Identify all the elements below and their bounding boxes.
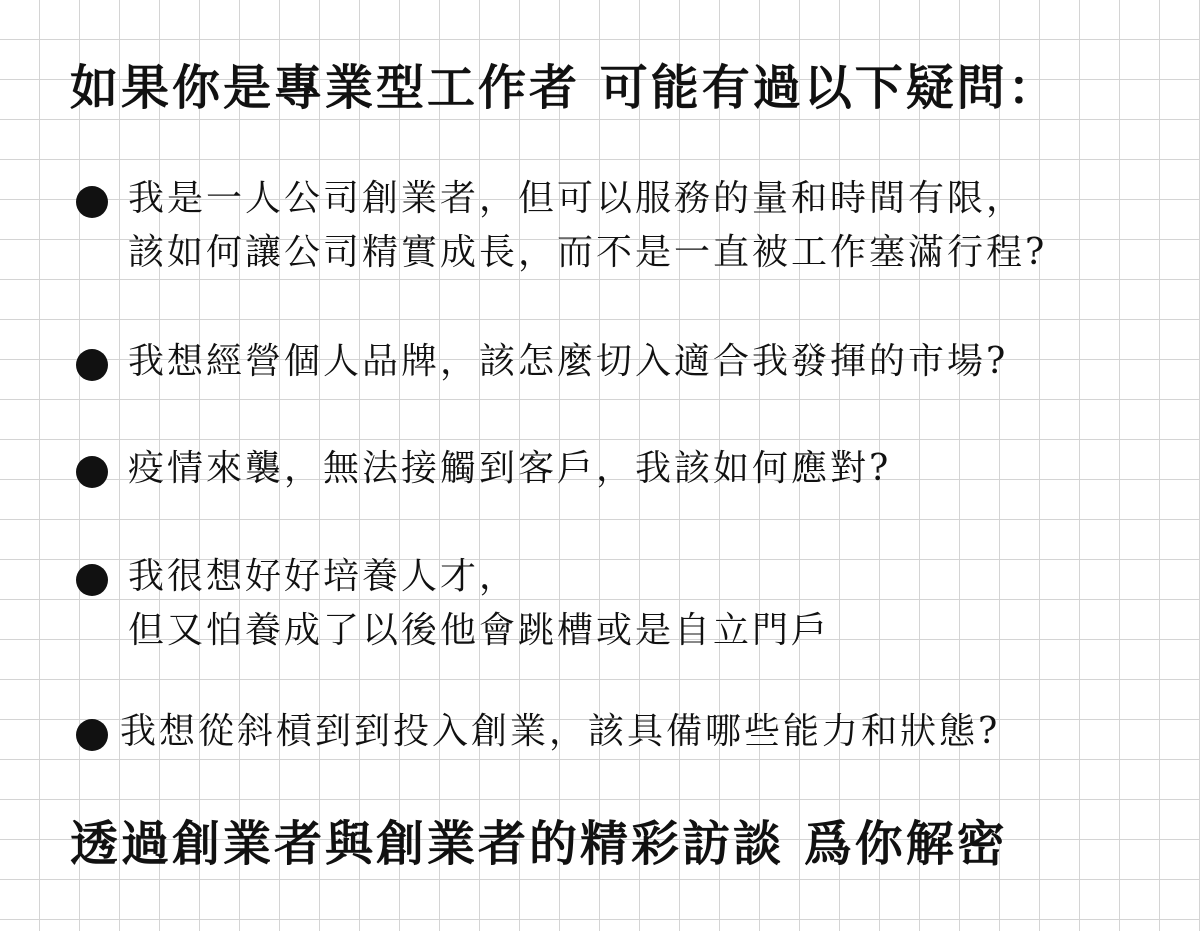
question-line: 該如何讓公司精實成長，而不是一直被工作塞滿行程? — [128, 232, 1048, 273]
question-text — [120, 713, 1000, 759]
closing-tagline: 透過創業者與創業者的精彩訪談 爲你解密 — [70, 816, 1008, 872]
question-text — [128, 558, 830, 658]
question-item — [76, 558, 830, 658]
bullet-icon — [76, 564, 108, 596]
question-item — [76, 450, 891, 496]
question-item — [76, 180, 1047, 280]
bullet-icon — [76, 349, 108, 381]
bullet-icon — [76, 719, 108, 751]
question-line: 但又怕養成了以後他會跳槽或是自立門戶 — [128, 610, 831, 651]
bullet-icon — [76, 186, 108, 218]
question-line: 我是一人公司創業者，但可以服務的量和時間有限， — [128, 178, 1026, 219]
question-line: 疫情來襲，無法接觸到客戶，我該如何應對? — [128, 448, 892, 489]
bullet-icon — [76, 456, 108, 488]
question-text — [128, 180, 1047, 280]
question-line: 我想從斜槓到到投入創業，該具備哪些能力和狀態? — [120, 711, 1001, 752]
question-item — [76, 713, 1000, 759]
page-title: 如果你是專業型工作者 可能有過以下疑問： — [70, 60, 1059, 116]
question-text — [128, 343, 1008, 389]
question-item — [76, 343, 1008, 389]
question-line: 我很想好好培養人才， — [128, 556, 519, 597]
question-line: 我想經營個人品牌，該怎麼切入適合我發揮的市場? — [128, 341, 1009, 382]
question-text — [128, 450, 891, 496]
